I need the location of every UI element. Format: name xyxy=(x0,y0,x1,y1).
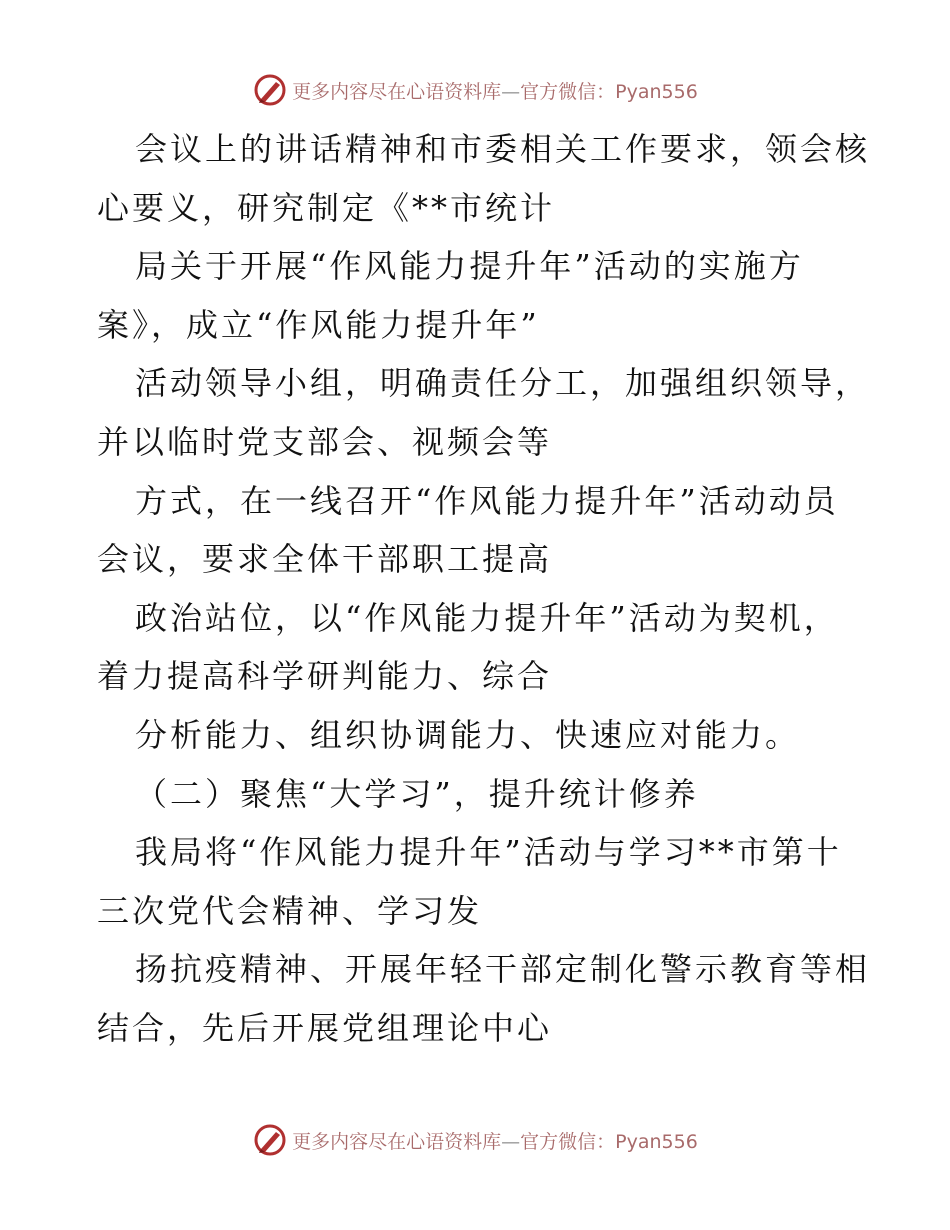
watermark-text xyxy=(292,1127,698,1154)
text-line: 着力提高科学研判能力、综合 xyxy=(97,657,553,696)
watermark-separator: — xyxy=(501,1130,521,1153)
text-line: 政治站位，以“作风能力提升年”活动为契机， xyxy=(135,598,839,637)
text-line: 心要义，研究制定《**市统计 xyxy=(97,188,556,227)
text-line: 我局将“作风能力提升年”活动与学习**市第十 xyxy=(135,833,842,872)
text-line: 会议，要求全体干部职工提高 xyxy=(97,540,553,579)
text-line: （二）聚焦“大学习”，提升统计修养 xyxy=(135,774,699,813)
watermark-separator: — xyxy=(501,80,521,103)
watermark-text xyxy=(292,77,698,104)
text-line: 案》，成立“作风能力提升年” xyxy=(97,305,540,344)
footer-watermark xyxy=(0,1120,950,1160)
text-line: 结合，先后开展党组理论中心 xyxy=(97,1008,553,1047)
text-line: 并以临时党支部会、视频会等 xyxy=(97,422,553,461)
text-line: 会议上的讲话精神和市委相关工作要求，领会核 xyxy=(135,130,871,168)
watermark-main: 更多内容尽在心语资料库 xyxy=(292,1130,502,1153)
pen-logo-icon xyxy=(252,72,288,108)
pen-logo-icon xyxy=(252,1122,288,1158)
text-line: 分析能力、组织协调能力、快速应对能力。 xyxy=(135,715,801,754)
text-line: 三次党代会精神、学习发 xyxy=(97,891,483,930)
text-line: 局关于开展“作风能力提升年”活动的实施方 xyxy=(135,247,804,286)
text-line: 扬抗疫精神、开展年轻干部定制化警示教育等相 xyxy=(135,950,871,989)
watermark-tail: 官方微信：Pyan556 xyxy=(520,80,698,103)
header-watermark xyxy=(0,70,950,110)
document-body xyxy=(97,120,871,1058)
watermark-tail: 官方微信：Pyan556 xyxy=(520,1130,698,1153)
text-line: 方式，在一线召开“作风能力提升年”活动动员 xyxy=(135,481,839,520)
watermark-main: 更多内容尽在心语资料库 xyxy=(292,80,502,103)
text-line: 活动领导小组，明确责任分工，加强组织领导， xyxy=(135,364,871,403)
